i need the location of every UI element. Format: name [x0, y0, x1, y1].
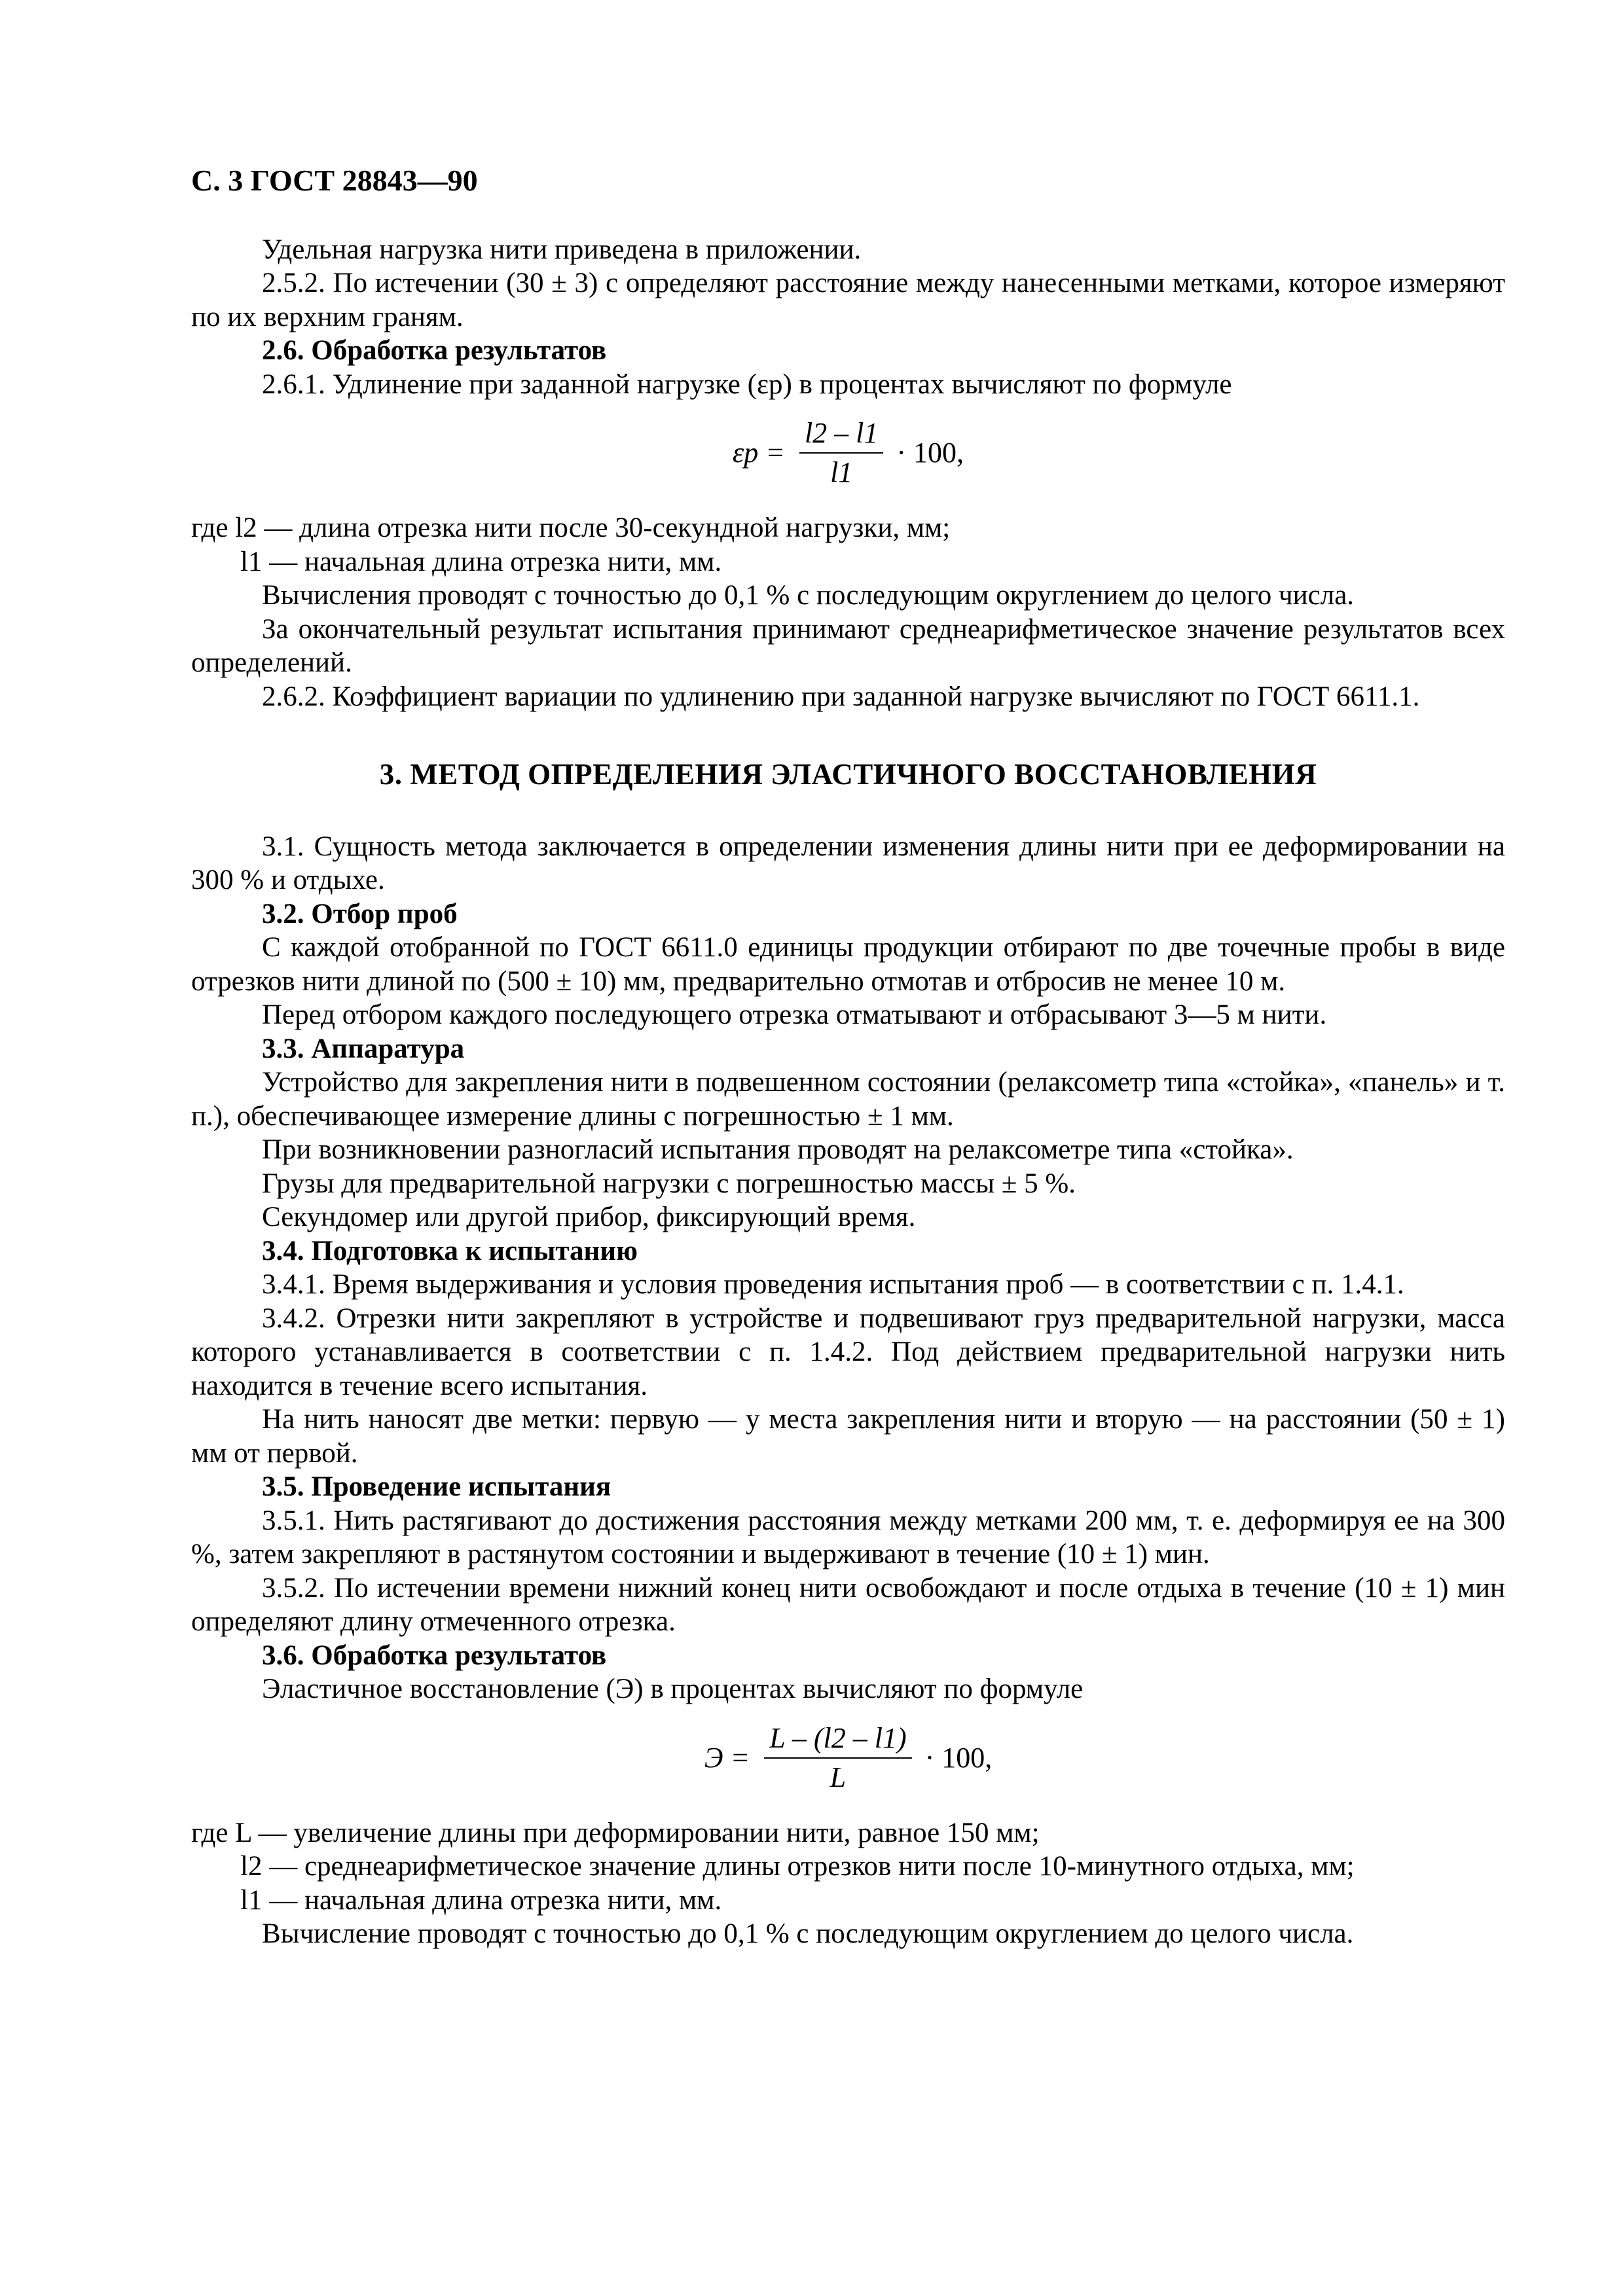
paragraph-3-4-3: На нить наносят две метки: первую — у места закрепления нити и вторую — на расстоянии (50 ± 1) мм от первой. — [191, 1404, 1505, 1469]
paragraph-final-result: За окончательный результат испытания принимают среднеарифметическое значение результатов всех определений. — [191, 613, 1505, 678]
formula-recovery-numerator: L – (l2 – l1) — [769, 1721, 907, 1754]
paragraph-specific-load: Удельная нагрузка нити приведена в приложении. — [262, 234, 862, 265]
paragraph-2-6-1: 2.6.1. Удлинение при заданной нагрузке (εр) в процентах вычисляют по формуле — [262, 368, 1232, 400]
where-l2-10min: l2 — среднеарифметическое значение длины отрезков нити после 10-минутного отдыха, мм; — [240, 1851, 1355, 1882]
subheading-3-5: 3.5. Проведение испытания — [262, 1471, 611, 1502]
paragraph-3-6: Эластичное восстановление (Э) в процентах вычисляют по формуле — [262, 1674, 1084, 1704]
paragraph-2-5-2: 2.5.2. По истечении (30 ± 3) с определяют расстояние между нанесенными метками, которое измеряют по их верхним граням. — [191, 268, 1505, 332]
paragraph-3-3-c: Грузы для предварительной нагрузки с погрешностью массы ± 5 %. — [262, 1168, 1076, 1199]
paragraph-3-4-1: 3.4.1. Время выдерживания и условия проведения испытания проб — в соответствии с п. 1.4.1. — [262, 1269, 1404, 1300]
paragraph-3-3-b: При возникновении разногласий испытания проводят на релаксометре типа «стойка». — [262, 1134, 1294, 1165]
where-l2-30s: где l2 — длина отрезка нити после 30-секундной нагрузки, мм; — [191, 512, 951, 543]
paragraph-3-5-1: 3.5.1. Нить растягивают до достижения расстояния между метками 200 мм, т. е. деформируя ее на 300 %, затем закрепляют в растянутом состоянии и выдерживают в течение (10 ± 1) мин. — [191, 1505, 1505, 1570]
formula-elongation-denominator: l1 — [830, 456, 853, 488]
running-head: С. 3 ГОСТ 28843—90 — [191, 164, 478, 197]
where-l1-initial-2: l1 — начальная длина отрезка нити, мм. — [240, 1884, 722, 1916]
formula-recovery-lhs: Э = — [704, 1741, 750, 1774]
paragraph-3-5-2: 3.5.2. По истечении времени нижний конец нити освобождают и после отдыха в течение (10 ± 1) мин определяют длину отмеченного отрезка. — [191, 1572, 1505, 1637]
formula-recovery-denominator: L — [830, 1761, 847, 1793]
formula-elongation-numerator: l2 – l1 — [804, 417, 879, 449]
paragraph-calc-precision-2: Вычисление проводят с точностью до 0,1 % с последующим округлением до целого числа. — [262, 1918, 1354, 1949]
formula-elastic-recovery — [191, 1706, 1505, 1816]
paragraph-2-6-2: 2.6.2. Коэффициент вариации по удлинению при заданной нагрузке вычисляют по ГОСТ 6611.1. — [262, 681, 1420, 712]
paragraph-3-3-d: Секундомер или другой прибор, фиксирующий время. — [262, 1202, 916, 1232]
formula-elongation-rhs: · 100, — [896, 437, 964, 469]
section-3-title: 3. МЕТОД ОПРЕДЕЛЕНИЯ ЭЛАСТИЧНОГО ВОССТАНОВЛЕНИЯ — [379, 758, 1317, 791]
subheading-3-2: 3.2. Отбор проб — [262, 898, 458, 929]
subheading-3-4: 3.4. Подготовка к испытанию — [262, 1235, 638, 1266]
formula-recovery-fraction — [764, 1719, 911, 1797]
formula-elongation — [191, 401, 1505, 511]
formula-recovery-rhs: · 100, — [924, 1741, 993, 1774]
formula-elongation-fraction — [799, 414, 883, 492]
subheading-2-6: 2.6. Обработка результатов — [262, 335, 607, 366]
paragraph-3-2-b: Перед отбором каждого последующего отрезка отматывают и отбрасывают 3—5 м нити. — [262, 999, 1327, 1030]
paragraph-calc-precision-1: Вычисления проводят с точностью до 0,1 % с последующим округлением до целого числа. — [262, 580, 1355, 611]
where-L-increase: где L — увеличение длины при деформировании нити, равное 150 мм; — [191, 1817, 1040, 1848]
paragraph-3-4-2: 3.4.2. Отрезки нити закрепляют в устройстве и подвешивают груз предварительной нагрузки, масса которого устанавливается в соответствии с п. 1.4.2. Под действием предварительной нагрузки нить находится в течение всего испытания. — [191, 1302, 1505, 1401]
formula-elongation-lhs: εр = — [732, 437, 785, 469]
where-l1-initial: l1 — начальная длина отрезка нити, мм. — [240, 546, 722, 577]
paragraph-3-2-a: С каждой отобранной по ГОСТ 6611.0 единицы продукции отбирают по две точечные пробы в виде отрезков нити длиной по (500 ± 10) мм, предварительно отмотав и отбросив не менее 10 м. — [191, 932, 1505, 997]
paragraph-3-1: 3.1. Сущность метода заключается в определении изменения длины нити при ее деформировании на 300 % и отдыхе. — [191, 831, 1505, 895]
paragraph-3-3-a: Устройство для закрепления нити в подвешенном состоянии (релаксометр типа «стойка», «панель» и т. п.), обеспечивающее измерение длины с погрешностью ± 1 мм. — [191, 1067, 1505, 1132]
subheading-3-6: 3.6. Обработка результатов — [262, 1640, 607, 1671]
subheading-3-3: 3.3. Аппаратура — [262, 1033, 465, 1064]
